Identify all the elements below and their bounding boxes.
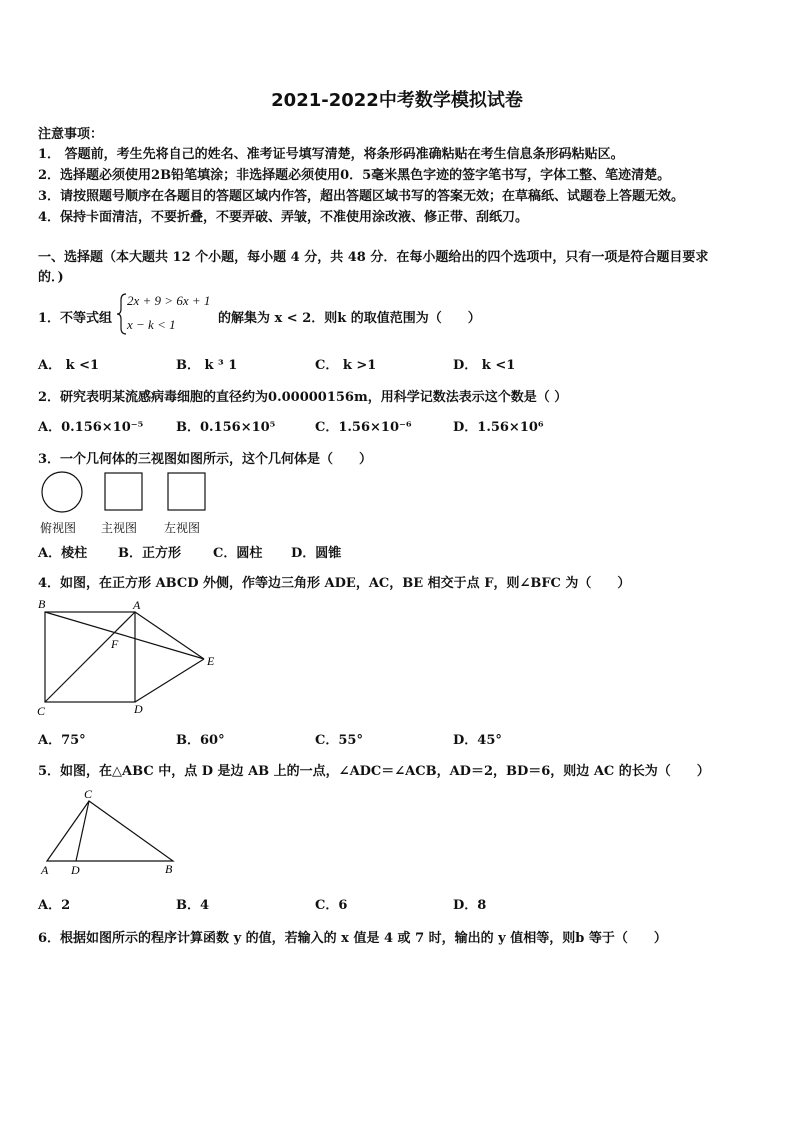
q1-inequality-1: 2x + 9 > 6x + 1 <box>127 293 211 308</box>
q4-option-a: A．75° <box>38 733 86 748</box>
q1-stem-rest: 的解集为 x < 2．则k 的取值范围为（ ） <box>218 311 481 326</box>
q2-option-c: C．1.56×10⁻⁶ <box>315 420 412 435</box>
front-view-square <box>105 473 142 510</box>
page-title: 2021-2022中考数学模拟试卷 <box>271 90 523 111</box>
label-d: D <box>134 702 143 716</box>
q5-figure <box>34 784 184 879</box>
segment-be <box>45 612 204 659</box>
q1-inequality-2: x − k < 1 <box>127 317 176 332</box>
notice-heading: 注意事项： <box>38 127 104 142</box>
label-c: C <box>37 704 46 718</box>
q2-option-a: A．0.156×10⁻⁵ <box>38 420 144 435</box>
q3-view-label-top: 俯视图 <box>40 521 77 535</box>
q2-option-b: B．0.156×10⁵ <box>176 420 276 435</box>
notice-item-3: 3．请按照题号顺序在各题目的答题区域内作答，超出答题区域书写的答案无效；在草稿纸、试题卷上答题无效。 <box>38 189 685 204</box>
q3-option-c: C．圆柱 <box>213 546 263 561</box>
q4-figure <box>30 595 230 720</box>
q4-stem: 4．如图，在正方形 ABCD 外侧，作等边三角形 ADE，AC，BE 相交于点 F，则∠BFC 为（ ） <box>38 576 631 591</box>
q5-stem: 5．如图，在△ABC 中，点 D 是边 AB 上的一点，∠ADC＝∠ACB，AD＝2，BD＝6，则边 AC 的长为（ ） <box>38 764 710 779</box>
q4-option-d: D．45° <box>453 733 502 748</box>
q2-option-d: D．1.56×10⁶ <box>453 420 544 435</box>
label-a: A <box>41 863 49 877</box>
q1-option-a: A． k <1 <box>38 358 100 373</box>
q5-option-a: A．2 <box>38 898 71 913</box>
label-e: E <box>207 654 215 668</box>
label-a: A <box>133 598 141 612</box>
triangle-abc <box>47 801 173 861</box>
section-heading-line1: 一、选择题（本大题共 12 个小题，每小题 4 分，共 48 分．在每小题给出的四个选项中，只有一项是符合题目要求 <box>38 250 709 265</box>
q3-view-label-side: 左视图 <box>164 521 201 535</box>
q3-option-a: A．棱柱 <box>38 546 88 561</box>
q4-option-b: B．60° <box>176 733 225 748</box>
q3-option-d: D．圆锥 <box>291 546 342 561</box>
top-view-circle <box>42 472 82 512</box>
side-view-square <box>168 473 205 510</box>
q1-option-c: C． k >1 <box>315 358 377 373</box>
q1-prefix: 1．不等式组 <box>38 311 113 326</box>
q5-option-c: C．6 <box>315 898 348 913</box>
label-b: B <box>38 597 46 611</box>
notice-item-1: 1． 答题前，考生先将自己的姓名、准考证号填写清楚，将条形码准确粘贴在考生信息条形码粘贴区。 <box>38 147 624 162</box>
q4-option-c: C．55° <box>315 733 363 748</box>
label-b: B <box>165 862 173 876</box>
label-f: F <box>111 637 119 651</box>
label-d: D <box>71 863 80 877</box>
q3-stem: 3．一个几何体的三视图如图所示，这个几何体是（ ） <box>38 452 373 467</box>
q1-option-d: D． k <1 <box>453 358 516 373</box>
q6-stem: 6．根据如图所示的程序计算函数 y 的值，若输入的 x 值是 4 或 7 时，输出的 y 值相等，则b 等于（ ） <box>38 931 667 946</box>
q3-option-b: B．正方形 <box>118 546 181 561</box>
q3-view-label-front: 主视图 <box>101 521 138 535</box>
q2-stem: 2．研究表明某流感病毒细胞的直径约为0.00000156m，用科学记数法表示这个数是（ ） <box>38 390 568 405</box>
notice-item-4: 4．保持卡面清洁，不要折叠，不要弄破、弄皱，不准使用涂改液、修正带、刮纸刀。 <box>38 210 529 225</box>
segment-de <box>135 659 204 702</box>
q5-option-d: D．8 <box>453 898 487 913</box>
notice-item-2: 2．选择题必须使用2B铅笔填涂；非选择题必须使用0．5毫米黑色字迹的签字笔书写，字体工整、笔迹清楚。 <box>38 168 671 183</box>
q3-three-views-figure <box>38 470 218 516</box>
q5-option-b: B．4 <box>176 898 210 913</box>
section-heading-line2: 的．) <box>38 270 64 285</box>
segment-ae <box>135 612 204 659</box>
q1-option-b: B． k ³ 1 <box>176 358 238 373</box>
label-c: C <box>84 787 93 801</box>
